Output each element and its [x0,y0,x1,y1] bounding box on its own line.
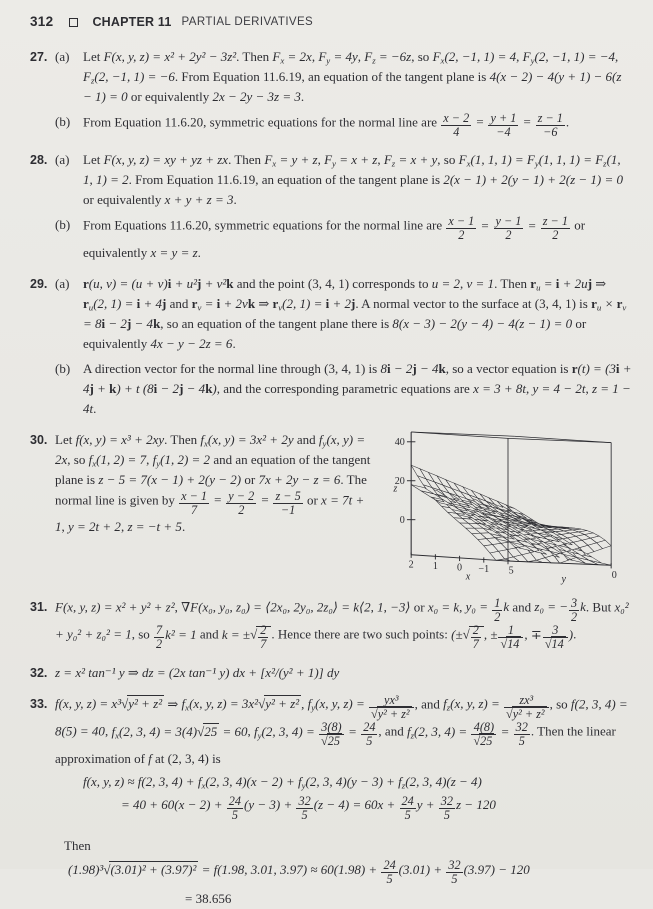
problem-33 [30,694,633,825]
part-b [55,112,633,139]
solution-text: Let f(x, y) = x³ + 2xy. Then $f_x(x$, y) = 3x² + 2y and $f_y(x$, y) = 2x, so $f_x(1$, 2) = 7, $f_y(1$, 2) = 2 and an equation of the tangent plane is z − 5 = 7(x − 1) + 2(y − 2) or 7x + 2y − z = 6. The normal line is given by $\frac{x - 1}{7}$ = $\frac{y - 2}{2}$ = $\frac{z - 5}{-1}$ or x = 7t + 1, y = 2t + 2, z = −t + 5. [55,431,371,535]
problem-30 [30,430,633,586]
problem-number: 28. [30,153,48,168]
problem-number: 29. [30,276,48,291]
svg-text:0: 0 [611,569,617,581]
svg-text:40: 40 [394,436,405,448]
surface-plot [385,426,631,586]
part-label: (b) [55,113,71,129]
solution-text: F(x, y, z) = x² + y² + z², ∇F(x₀, y₀, z₀) = ⟨2x₀, 2y₀, 2z₀⟩ = k⟨2, 1, −3⟩ or x₀ = k, y₀ = $\frac{1}{2}$ k and z₀ = − $\frac{3}{2}$ k. But x₀² + y₀² + z₀² = 1, so $\frac{7}{2}$ k² = 1 and k = ±√ $\frac{2}{7}$ . Hence there are two such points: (±√ $\frac{2}{7}$ , ± $\frac{1}{√14}$ , ∓ $\frac{3}{√14}$ ). [55,595,629,652]
part-a [55,274,633,354]
solution-text: Let F(x, y, z) = xy + yz + zx. Then $F_x = y + z$, $F_y = x + z$, $F_z = x + y$, so $F_x(1$, 1, $1) = F_y(1$, 1, $1) = F_z(1$, 1, 1) = 2. From Equation 11.6.19, an equation of the tangent plane is 2(x − 1) + 2(y − 1) + 2(z − 1) = 0 or equivalently x + y + z = 3. [83,152,624,208]
problem-29 [30,274,633,419]
surface-figure [385,426,631,586]
solution-text: From Equation 11.6.20, symmetric equations for the normal line are $\frac{x - 2}{4}$ = $\frac{y + 1}{-4}$ = $\frac{z - 1}{-6}$ . [83,110,570,140]
problem-number: 33. [30,696,48,711]
part-b [55,359,633,419]
section-label: PARTIAL DERIVATIVES [181,15,314,28]
part-label: (a) [55,152,70,168]
part-a [55,150,633,210]
solution-text: From Equations 11.6.20, symmetric equations for the normal line are $\frac{x - 1}{2}$ = $\frac{y - 1}{2}$ = $\frac{z - 1}{2}$ or equivalently x = y = z. [83,214,586,260]
svg-text:0: 0 [457,562,463,574]
equation-line: (1.98)³√(3.01)² + (3.97)² = f(1.98, 3.01, 3.97) ≈ 60(1.98) + $\frac{24}{5}$ (3.01) + $\frac{32}{5}$ (3.97) − 120 [68,857,530,887]
part-label: (a) [55,275,70,291]
part-label: (b) [55,217,71,233]
svg-text:1: 1 [432,560,438,572]
problem-31 [30,597,633,652]
equation-result: = 38.656 [185,891,232,907]
svg-text:2: 2 [408,559,414,571]
square-bullet-icon [69,18,78,27]
page-header [30,12,633,33]
svg-text:x: x [465,571,471,583]
problem-28 [30,150,633,262]
part-label: (b) [55,360,71,376]
problem-number: 27. [30,49,48,64]
svg-text:0: 0 [399,514,405,526]
solution-text: Let F(x, y, z) = x² + 2y² − 3z². Then $F_x = 2x$, $F_y = 4y$, $F_z = -6z$, so $F_x(2$, −1, 1) = 4, $F_y(2$, −1, 1) = −4, $F_z(2$, −1, 1) = −6. From Equation 11.6.19, an equation of the tangent plane is 4(x − 2) − 4(y + 1) − 6(z − 1) = 0 or equivalently 2x − 2y − 3z = 3. [83,48,622,104]
solution-text: f(x, y, z) = x³√y² + z² ⇒ $f_x(x$, y, z) = 3x²√y² + z² , $f_y(x$, y, z) = $\frac{\text{yx³}}{\text{√y² + z²}}$ , and $f_z(x$, y, z) = $\frac{\text{zx³}}{\text{√y² + z²}}$ , so f(2, 3, 4) = 8(5) = 40, $f_x(2$, 3, 4) = 3(4)√25 = 60, $f_y(2$, 3, 4) = $\frac{3(8)}{√25}$ = $\frac{24}{5}$ , and $f_z(2$, 3, 4) = $\frac{4(8)}{√25}$ = $\frac{32}{5}$ . Then the linear approximation of f at (2, 3, 4) is [55,692,628,766]
svg-text:5: 5 [508,565,514,577]
solution-text: A direction vector for the normal line through (3, 4, 1) is 8i − 2j − 4k, so a vector equation is r(t) = (3i + 4j + k) + t (8i − 2j − 4k), and the corresponding parametric equations are x = 3 + 8t, y = 4 − 2t, z = 1 − 4t. [83,360,632,416]
equation-line: = 40 + 60(x − 2) + $\frac{24}{5}$ (y − 3) + $\frac{32}{5}$ (z − 4) = 60x + $\frac{24}{5}$ y + $\frac{32}{5}$ z − 120 [121,793,496,822]
solution-text: r(u, v) = (u + v)i + u²j + v²k and the point (3, 4, 1) corresponds to u = 2, v = 1. Then $r_u = i + 2uj$ ⇒ $r_u(2$, 1) = i + 4j and $r_v = i + 2vk$ ⇒ $r_v(2$, 1) = i + 2j. A normal vector to the surface at (3, 4, 1) is $r_u \times r_v = 8i - 2j - 4k$, so an equation of the tangent plane there is 8(x − 3) − 2(y − 4) − 4(z − 1) = 0 or equivalently 4x − y − 2z = 6. [83,275,627,351]
page-number: 312 [30,14,54,29]
svg-text:−1: −1 [478,563,490,575]
svg-text:z: z [393,483,398,495]
solution-text: z = x² tan⁻¹ y ⇒ dz = (2x tan⁻¹ y) dx + [x²/(y² + 1)] dy [55,664,340,680]
part-label: (a) [55,48,70,64]
problem-number: 32. [30,665,48,680]
then-label: Then [64,837,91,853]
equation-line: f(x, y, z) ≈ f(2, 3, $4) + f_x(2$, 3, $4)(x - 2) + f_y(2$, 3, $4)(y - 3) + f_z(2$, 3, 4)(z − 4) [83,773,482,791]
part-b [55,215,633,262]
problem-number: 30. [30,432,48,447]
svg-text:20: 20 [394,475,405,487]
svg-text:y: y [561,573,567,585]
part-a [55,47,633,107]
chapter-label: CHAPTER 11 [92,14,172,29]
problem-27 [30,47,633,139]
problem-number: 31. [30,599,48,614]
problem-32 [30,663,633,683]
